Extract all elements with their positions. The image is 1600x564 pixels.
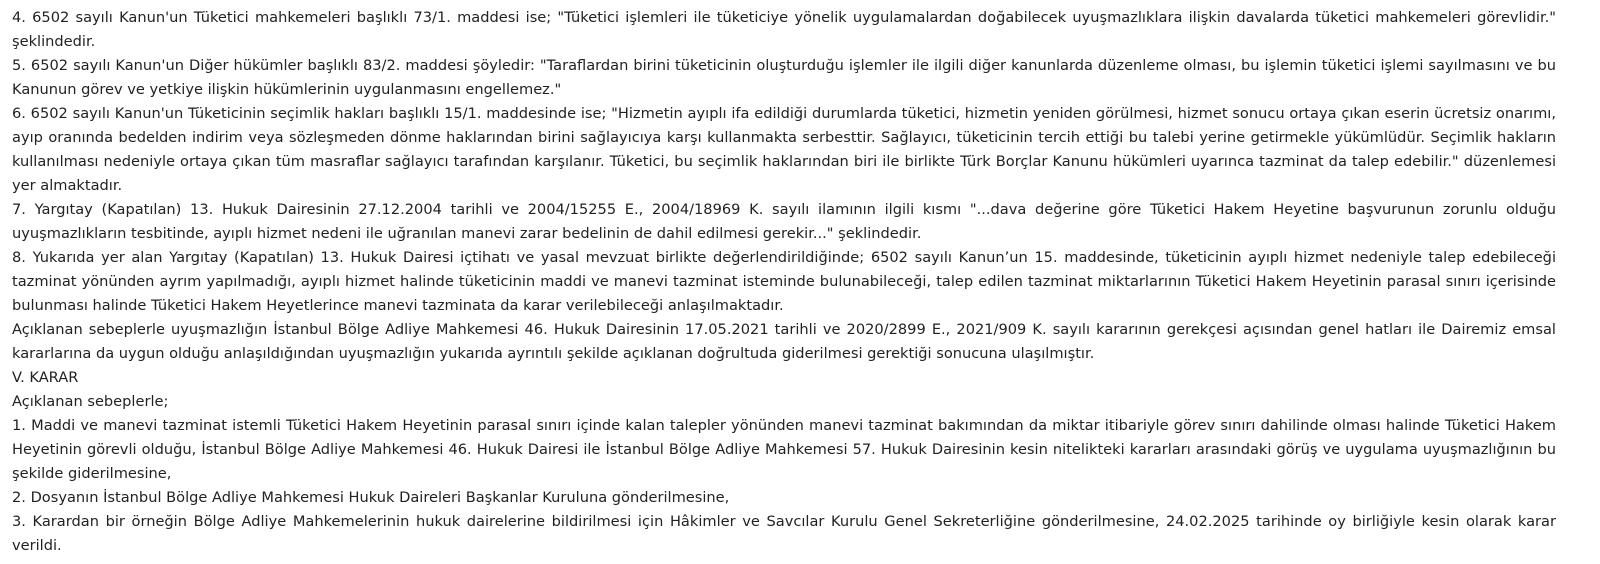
decision-item-3: 3. Karardan bir örneğin Bölge Adliye Mahkemelerinin hukuk dairelerine bildirilmesi için Hâkimler ve Savcılar Kurulu Genel Sekreterliğine gönderilmesine, 24.02.2025 tarihinde oy birliğiyle kesin olarak karar verildi. [12,513,1556,554]
paragraph-7-yargitay-decision: 7. Yargıtay (Kapatılan) 13. Hukuk Dairesinin 27.12.2004 tarihli ve 2004/15255 E., 2004/18969 K. sayılı ilamının ilgili kısmı "...dava değerine göre Tüketici Hakem Heyetine başvurunun zorunlu olduğu uyuşmazlıkların tesbitinde, ayıplı hizmet nedeni ile uğranılan manevi zarar bedelinin de dahil edilmesi gerekir..." şeklindedir. [12,201,1556,242]
paragraph-5-other-provisions: 5. 6502 sayılı Kanun'un Diğer hükümler başlıklı 83/2. maddesi şöyledir: "Taraflardan birini tüketicinin oluşturduğu işlemler ile ilgili diğer kanunlarda düzenleme olması, bu işlemin tüketici işlemi sayılmasını ve bu Kanunun görev ve yetkiye ilişkin hükümlerinin uygulanmasını engellemez." [12,57,1556,98]
paragraph-8-evaluation: 8. Yukarıda yer alan Yargıtay (Kapatılan) 13. Hukuk Dairesi içtihatı ve yasal mevzuat birlikte değerlendirildiğinde; 6502 sayılı Kanun’un 15. maddesinde, tüketicinin ayıplı hizmet nedeniyle talep edebileceği tazminat yönünden ayrım yapılmadığı, ayıplı hizmet halinde tüketicinin maddi ve manevi tazminat isteminde bulunabileceği, talep edilen tazminat miktarlarının Tüketici Hakem Heyetinin parasal sınırı içerisinde bulunması halinde Tüketici Hakem Heyetlerince manevi tazminata da karar verilebileceği anlaşılmaktadır. [12,249,1556,314]
paragraph-4-consumer-courts: 4. 6502 sayılı Kanun'un Tüketici mahkemeleri başlıklı 73/1. maddesi ise; "Tüketici işlemleri ile tüketiciye yönelik uygulamalardan doğabilecek uyuşmazlıklara ilişkin davalarda tüketici mahkemeleri görevlidir." şeklindedir. [12,9,1556,50]
paragraph-reasons-intro: Açıklanan sebeplerle; [12,393,169,410]
decision-item-1: 1. Maddi ve manevi tazminat istemli Tüketici Hakem Heyetinin parasal sınırı içinde kalan talepler yönünden manevi tazminat bakımından da miktar itibariyle görev sınırı dahilinde olması halinde Tüketici Hakem Heyetinin görevli olduğu, İstanbul Bölge Adliye Mahkemesi 46. Hukuk Dairesi ile İstanbul Bölge Adliye Mahkemesi 57. Hukuk Dairesinin kesin nitelikteki kararları arasındaki görüş ve uygulama uyuşmazlığının bu şekilde giderilmesine, [12,417,1556,482]
decision-item-2: 2. Dosyanın İstanbul Bölge Adliye Mahkemesi Hukuk Daireleri Başkanlar Kuruluna gönderilmesine, [12,489,730,506]
paragraph-6-elective-rights: 6. 6502 sayılı Kanun'un Tüketicinin seçimlik hakları başlıklı 15/1. maddesinde ise; "Hizmetin ayıplı ifa edildiği durumlarda tüketici, hizmetin yeniden görülmesi, hizmet sonucu ortaya çıkan eserin ücretsiz onarımı, ayıp oranında bedelden indirim veya sözleşmeden dönme haklarından birini sağlayıcıya karşı kullanmakta serbesttir. Sağlayıcı, tüketicinin tercih ettiği bu talebi yerine getirmekle yükümlüdür. Seçimlik hakların kullanılması nedeniyle ortaya çıkan tüm masraflar sağlayıcı tarafından karşılanır. Tüketici, bu seçimlik haklarından biri ile birlikte Türk Borçlar Kanunu hükümleri uyarınca tazminat da talep edebilir." düzenlemesi yer almaktadır. [12,105,1556,194]
section-heading-karar: V. KARAR [12,369,79,386]
paragraph-conclusion: Açıklanan sebeplerle uyuşmazlığın İstanbul Bölge Adliye Mahkemesi 46. Hukuk Dairesinin 17.05.2021 tarihli ve 2020/2899 E., 2021/909 K. sayılı kararının gerekçesi açısından genel hatları ile Dairemiz emsal kararlarına da uygun olduğu anlaşıldığından uyuşmazlığın yukarıda ayrıntılı şekilde açıklanan doğrultuda giderilmesi gerektiği sonucuna ulaşılmıştır. [12,321,1556,362]
